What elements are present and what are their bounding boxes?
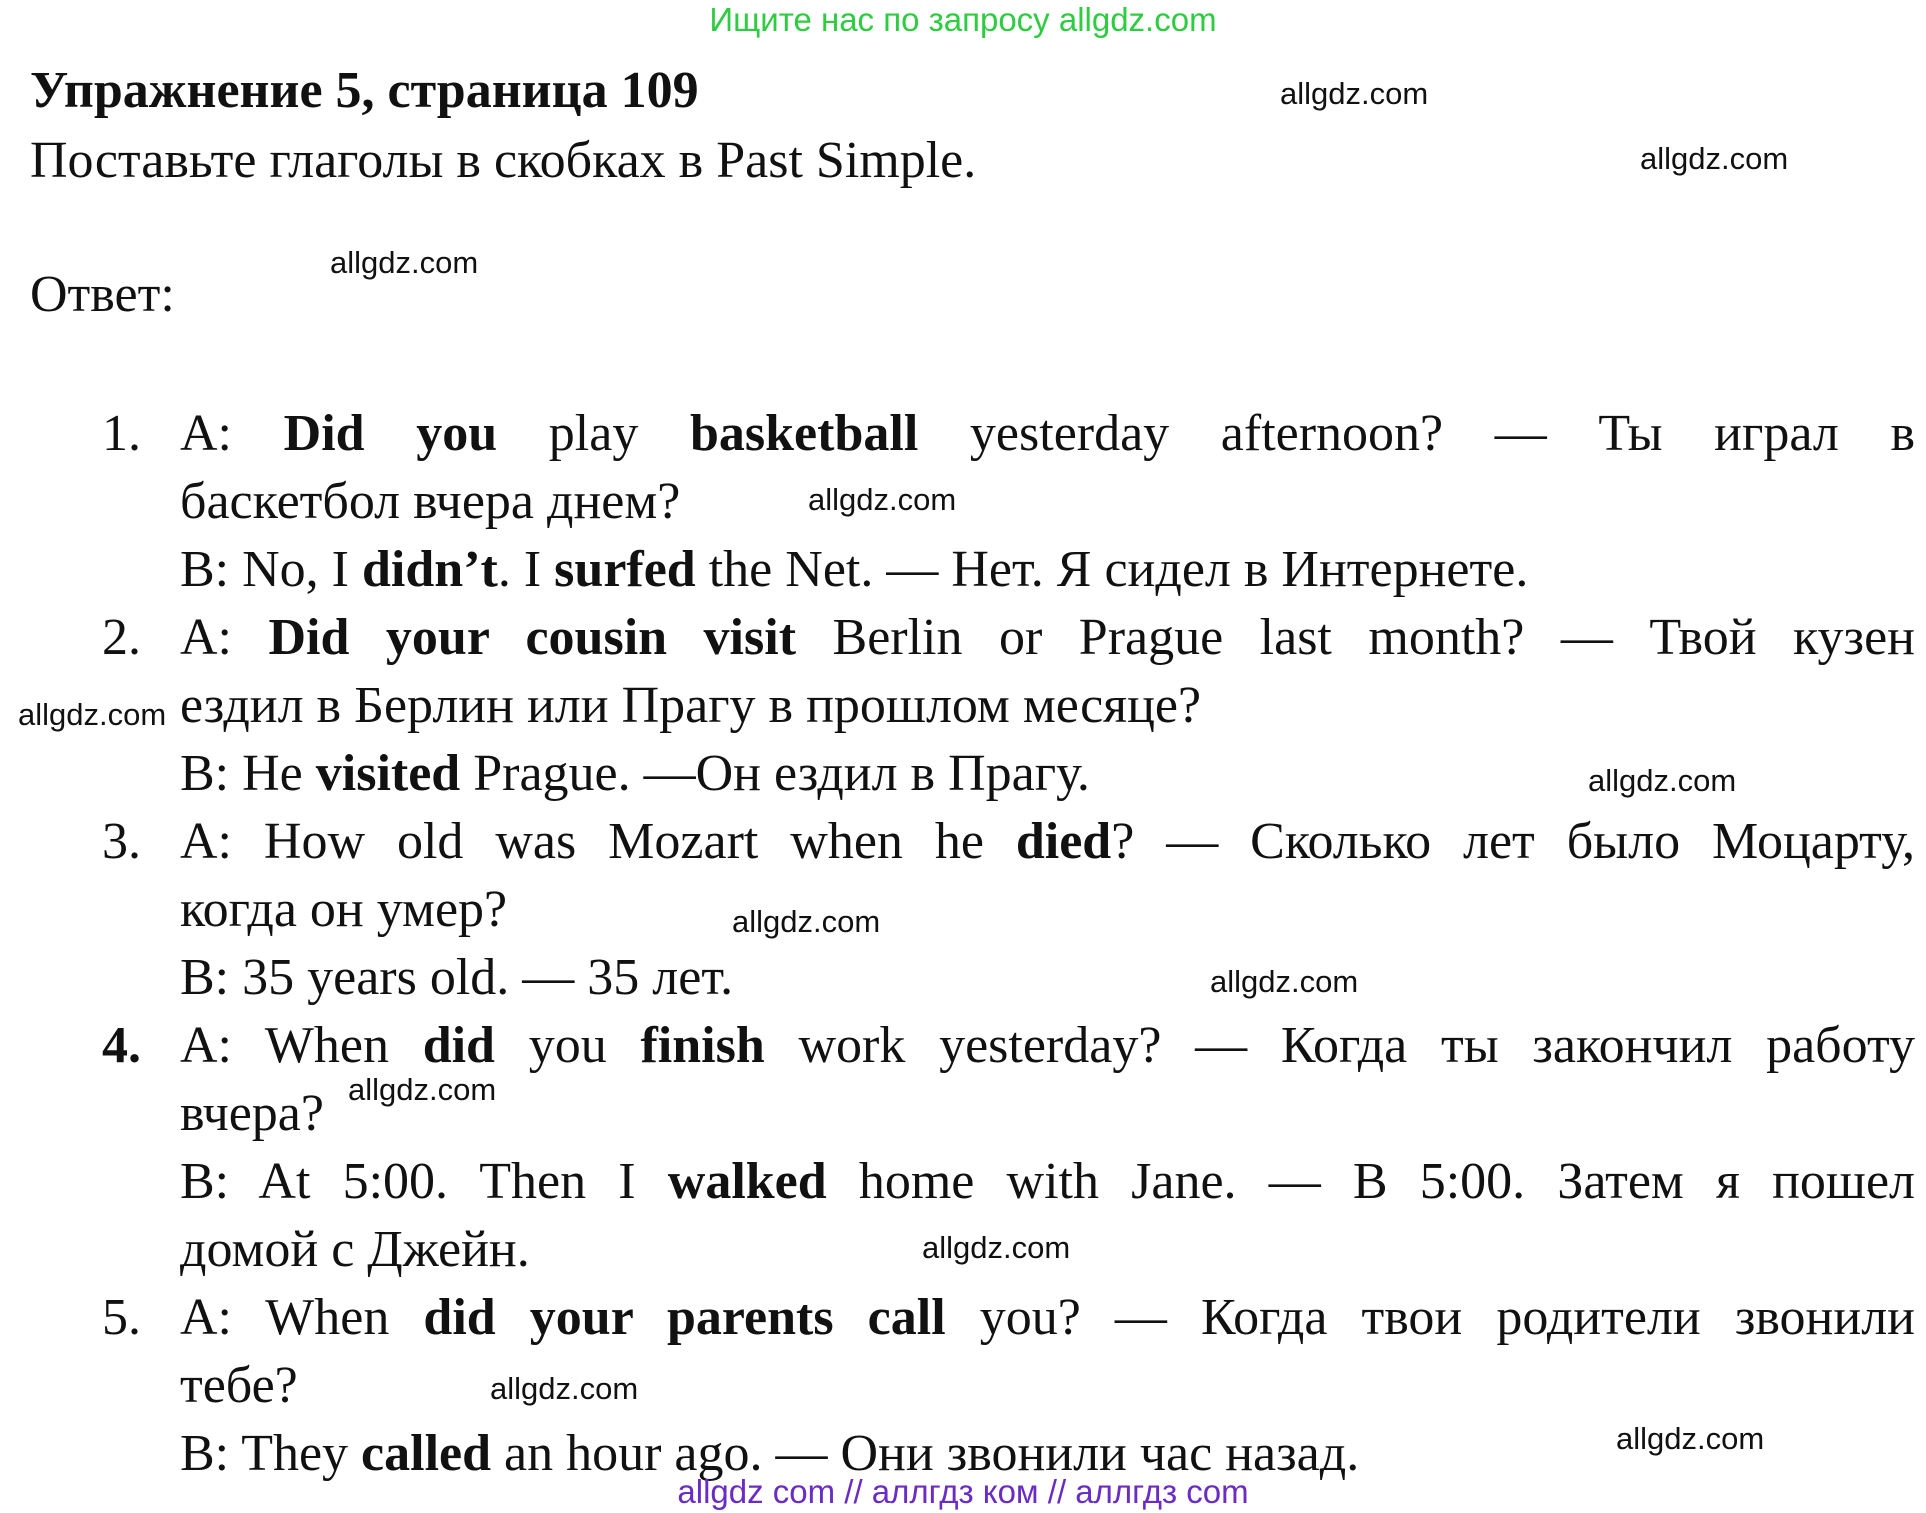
top-banner: Ищите нас по запросу allgdz.com — [709, 1, 1217, 38]
line-b: B: 35 years old. — 35 лет. — [180, 949, 734, 1006]
watermark: allgdz.com — [1616, 1421, 1765, 1456]
line-b-continued: домой с Джейн. — [180, 1221, 530, 1278]
watermark: allgdz.com — [1210, 964, 1359, 999]
bottom-banner: allgdz com // аллгдз ком // аллгдз com — [677, 1473, 1249, 1510]
line-a-continued: тебе? — [180, 1357, 298, 1414]
line-a-continued: баскетбол вчера днем? — [180, 473, 681, 530]
watermark: allgdz.com — [1588, 763, 1737, 798]
item-number: 1. — [102, 405, 141, 462]
line-a: A: Did you play basketball yesterday afternoon? — Ты играл в — [180, 405, 1916, 462]
exercise-instruction: Поставьте глаголы в скобках в Past Simple. — [30, 132, 977, 189]
item-number: 5. — [102, 1289, 141, 1346]
watermark: allgdz.com — [732, 904, 881, 939]
watermark: allgdz.com — [1280, 76, 1429, 111]
watermark: allgdz.com — [808, 482, 957, 517]
line-b: B: He visited Prague. —Он ездил в Прагу. — [180, 745, 1090, 802]
list-item — [0, 400, 1926, 604]
line-b: B: They called an hour ago. — Они звонили час назад. — [180, 1425, 1360, 1482]
watermark: allgdz.com — [18, 697, 167, 732]
item-number: 2. — [102, 609, 141, 666]
watermark: allgdz.com — [922, 1230, 1071, 1265]
line-b: B: At 5:00. Then I walked home with Jane. — В 5:00. Затем я пошел — [180, 1153, 1915, 1210]
exercise-title: Упражнение 5, страница 109 — [30, 62, 699, 119]
item-number: 3. — [102, 813, 141, 870]
line-a: A: When did your parents call you? — Когда твои родители звонили — [180, 1289, 1915, 1346]
list-item — [0, 808, 1926, 1012]
line-a: A: When did you finish work yesterday? — Когда ты закончил работу — [180, 1017, 1915, 1074]
watermark: allgdz.com — [330, 245, 479, 280]
watermark: allgdz.com — [490, 1371, 639, 1406]
line-a-continued: ездил в Берлин или Прагу в прошлом месяце? — [180, 677, 1202, 734]
item-number: 4. — [102, 1017, 141, 1074]
list-item — [0, 1284, 1926, 1488]
watermark: allgdz.com — [1640, 141, 1789, 176]
line-a: A: How old was Mozart when he died? — Сколько лет было Моцарту, — [180, 813, 1915, 870]
answer-label: Ответ: — [30, 266, 175, 323]
answer-list — [0, 400, 1926, 1488]
line-b: B: No, I didn’t. I surfed the Net. — Нет. Я сидел в Интернете. — [180, 541, 1529, 598]
line-a-continued: вчера? — [180, 1085, 324, 1142]
line-a: A: Did your cousin visit Berlin or Prague last month? — Твой кузен — [180, 609, 1916, 666]
line-a-continued: когда он умер? — [180, 881, 508, 938]
watermark: allgdz.com — [348, 1072, 497, 1107]
